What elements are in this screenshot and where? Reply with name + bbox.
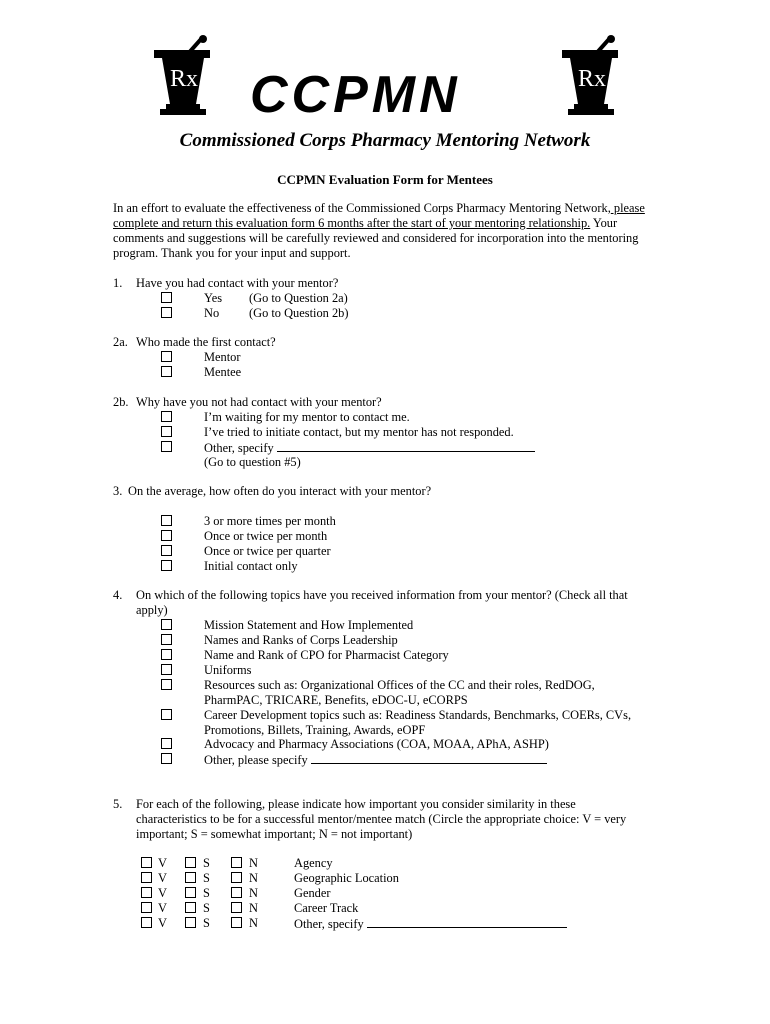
q2b-option-2-checkbox[interactable] <box>161 426 172 437</box>
q4-option-2-label: Names and Ranks of Corps Leadership <box>204 633 398 647</box>
q5-row-3-s-label: S <box>203 886 210 900</box>
q5-row-5-n-label: N <box>249 916 258 930</box>
rx-right-text: Rx <box>578 66 607 92</box>
form-title: CCPMN Evaluation Form for Mentees <box>277 172 493 187</box>
intro-line-2a: complete and return this evaluation form 6 months after the start of your mentoring relationship. <box>113 216 591 230</box>
q5-row-3-n-label: N <box>249 886 258 900</box>
q2b-text: Why have you not had contact with your mentor? <box>136 395 382 409</box>
q1-number: 1. <box>113 276 123 290</box>
q3-number: 3. <box>113 484 123 498</box>
intro-line-1a: In an effort to evaluate the effectiveness of the Commissioned Corps Pharmacy Mentoring Network, <box>113 201 611 215</box>
q5-row-1-n-label: N <box>249 856 258 870</box>
q5-text-line-2: characteristics to be for a successful mentor/mentee match (Circle the appropriate choice: V = very <box>136 812 627 826</box>
q1-yes-label: Yes <box>204 291 223 305</box>
q2b-option-3-label <box>204 440 535 456</box>
q3-option-3-label: Once or twice per quarter <box>204 544 331 558</box>
q5-row-3-n-checkbox[interactable] <box>231 887 242 898</box>
q5-text-line-1: For each of the following, please indicate how important you consider similarity in these <box>136 797 576 811</box>
q4-option-6-checkbox[interactable] <box>161 709 172 720</box>
intro-line-1 <box>113 201 645 216</box>
q5-row-3-v-checkbox[interactable] <box>141 887 152 898</box>
q2a-mentor-checkbox[interactable] <box>161 351 172 362</box>
q2b-option-1-checkbox[interactable] <box>161 411 172 422</box>
q5-row-4-v-label: V <box>158 901 167 915</box>
q1-no-label: No <box>204 306 220 320</box>
q5-row-2-s-checkbox[interactable] <box>185 872 196 883</box>
q4-option-7-checkbox[interactable] <box>161 738 172 749</box>
rx-left-text: Rx <box>170 66 199 92</box>
q3-option-4-checkbox[interactable] <box>161 560 172 571</box>
q4-option-1-checkbox[interactable] <box>161 619 172 630</box>
q5-row-4-s-label: S <box>203 901 210 915</box>
q4-option-6-label-line-1: Career Development topics such as: Readiness Standards, Benchmarks, COERs, CVs, <box>204 708 632 722</box>
q4-option-4-label: Uniforms <box>204 663 252 677</box>
q4-text-line-1: On which of the following topics have you received information from your mentor? (Check all that <box>136 588 628 602</box>
q3-option-1-checkbox[interactable] <box>161 515 172 526</box>
q2b-other-label: Other, specify <box>204 441 274 455</box>
q2b-option-2-label: I’ve tried to initiate contact, but my mentor has not responded. <box>204 425 514 439</box>
q5-row-2-label: Geographic Location <box>294 871 399 885</box>
q4-other-specify-line[interactable] <box>311 752 547 764</box>
q5-row-2-v-checkbox[interactable] <box>141 872 152 883</box>
q5-row-2-n-label: N <box>249 871 258 885</box>
q4-option-3-label: Name and Rank of CPO for Pharmacist Category <box>204 648 449 662</box>
q5-row-5-v-label: V <box>158 916 167 930</box>
q4-option-8-checkbox[interactable] <box>161 753 172 764</box>
q3-option-2-label: Once or twice per month <box>204 529 328 543</box>
q4-text-line-2: apply) <box>136 603 168 617</box>
q5-row-4-n-checkbox[interactable] <box>231 902 242 913</box>
q5-row-5-label <box>294 916 567 932</box>
q4-option-6-label-line-2: Promotions, Billets, Training, Awards, eOPF <box>204 723 426 737</box>
q5-row-1-n-checkbox[interactable] <box>231 857 242 868</box>
q5-row-1-v-label: V <box>158 856 167 870</box>
rx-mortar-pestle-left-icon <box>152 34 220 124</box>
q4-number: 4. <box>113 588 123 602</box>
network-subtitle: Commissioned Corps Pharmacy Mentoring Network <box>179 130 591 151</box>
q5-row-3-s-checkbox[interactable] <box>185 887 196 898</box>
q5-row-4-label: Career Track <box>294 901 359 915</box>
q2a-mentor-label: Mentor <box>204 350 241 364</box>
q5-row-1-v-checkbox[interactable] <box>141 857 152 868</box>
intro-line-2 <box>113 216 617 231</box>
q5-row-1-label: Agency <box>294 856 333 870</box>
q5-row-5-n-checkbox[interactable] <box>231 917 242 928</box>
q4-option-2-checkbox[interactable] <box>161 634 172 645</box>
q5-row-2-v-label: V <box>158 871 167 885</box>
q5-number: 5. <box>113 797 123 811</box>
q2a-text: Who made the first contact? <box>136 335 276 349</box>
q1-yes-note: (Go to Question 2a) <box>249 291 348 305</box>
q4-option-7-label: Advocacy and Pharmacy Associations (COA, MOAA, APhA, ASHP) <box>204 737 549 751</box>
q3-option-4-label: Initial contact only <box>204 559 298 573</box>
q2b-other-specify-line[interactable] <box>277 440 535 452</box>
q2b-option-1-label: I’m waiting for my mentor to contact me. <box>204 410 410 424</box>
q5-row-3-label: Gender <box>294 886 331 900</box>
q2b-number: 2b. <box>113 395 129 409</box>
q4-option-8-label <box>204 752 547 768</box>
q4-other-label: Other, please specify <box>204 753 308 767</box>
q4-option-5-label-line-2: PharmPAC, TRICARE, Benefits, eDOC-U, eCORPS <box>204 693 468 707</box>
q5-row-3-v-label: V <box>158 886 167 900</box>
q5-other-label: Other, specify <box>294 917 364 931</box>
q2b-goto: (Go to question #5) <box>204 455 301 469</box>
q5-text-line-3: important; S = somewhat important; N = not important) <box>136 827 413 841</box>
q2a-mentee-label: Mentee <box>204 365 242 379</box>
q4-option-5-label-line-1: Resources such as: Organizational Offices of the CC and their roles, RedDOG, <box>204 678 595 692</box>
intro-line-2b: Your <box>590 216 618 230</box>
q3-option-2-checkbox[interactable] <box>161 530 172 541</box>
intro-line-1b: please <box>610 201 645 215</box>
q1-no-checkbox[interactable] <box>161 307 172 318</box>
q5-row-4-v-checkbox[interactable] <box>141 902 152 913</box>
q5-other-specify-line[interactable] <box>367 916 567 928</box>
q2b-option-3-checkbox[interactable] <box>161 441 172 452</box>
q3-text: On the average, how often do you interact with your mentor? <box>128 484 432 498</box>
q5-row-4-s-checkbox[interactable] <box>185 902 196 913</box>
q1-no-note: (Go to Question 2b) <box>249 306 349 320</box>
q5-row-5-s-checkbox[interactable] <box>185 917 196 928</box>
q5-row-2-n-checkbox[interactable] <box>231 872 242 883</box>
q2a-number: 2a. <box>113 335 128 349</box>
q5-row-4-n-label: N <box>249 901 258 915</box>
q1-text: Have you had contact with your mentor? <box>136 276 339 290</box>
q5-row-2-s-label: S <box>203 871 210 885</box>
q4-option-4-checkbox[interactable] <box>161 664 172 675</box>
q5-row-5-v-checkbox[interactable] <box>141 917 152 928</box>
q4-option-3-checkbox[interactable] <box>161 649 172 660</box>
rx-mortar-pestle-right-icon <box>560 34 628 124</box>
q2a-mentee-checkbox[interactable] <box>161 366 172 377</box>
q1-yes-checkbox[interactable] <box>161 292 172 303</box>
q5-row-5-s-label: S <box>203 916 210 930</box>
logo-title: CCPMN <box>250 66 461 124</box>
q3-option-3-checkbox[interactable] <box>161 545 172 556</box>
q5-row-1-s-checkbox[interactable] <box>185 857 196 868</box>
q5-row-1-s-label: S <box>203 856 210 870</box>
intro-line-3: comments and suggestions will be carefully reviewed and considered for incorporation into the mentoring <box>113 231 639 245</box>
q3-option-1-label: 3 or more times per month <box>204 514 336 528</box>
q4-option-1-label: Mission Statement and How Implemented <box>204 618 414 632</box>
q4-option-5-checkbox[interactable] <box>161 679 172 690</box>
intro-line-4: program. Thank you for your input and support. <box>113 246 351 260</box>
